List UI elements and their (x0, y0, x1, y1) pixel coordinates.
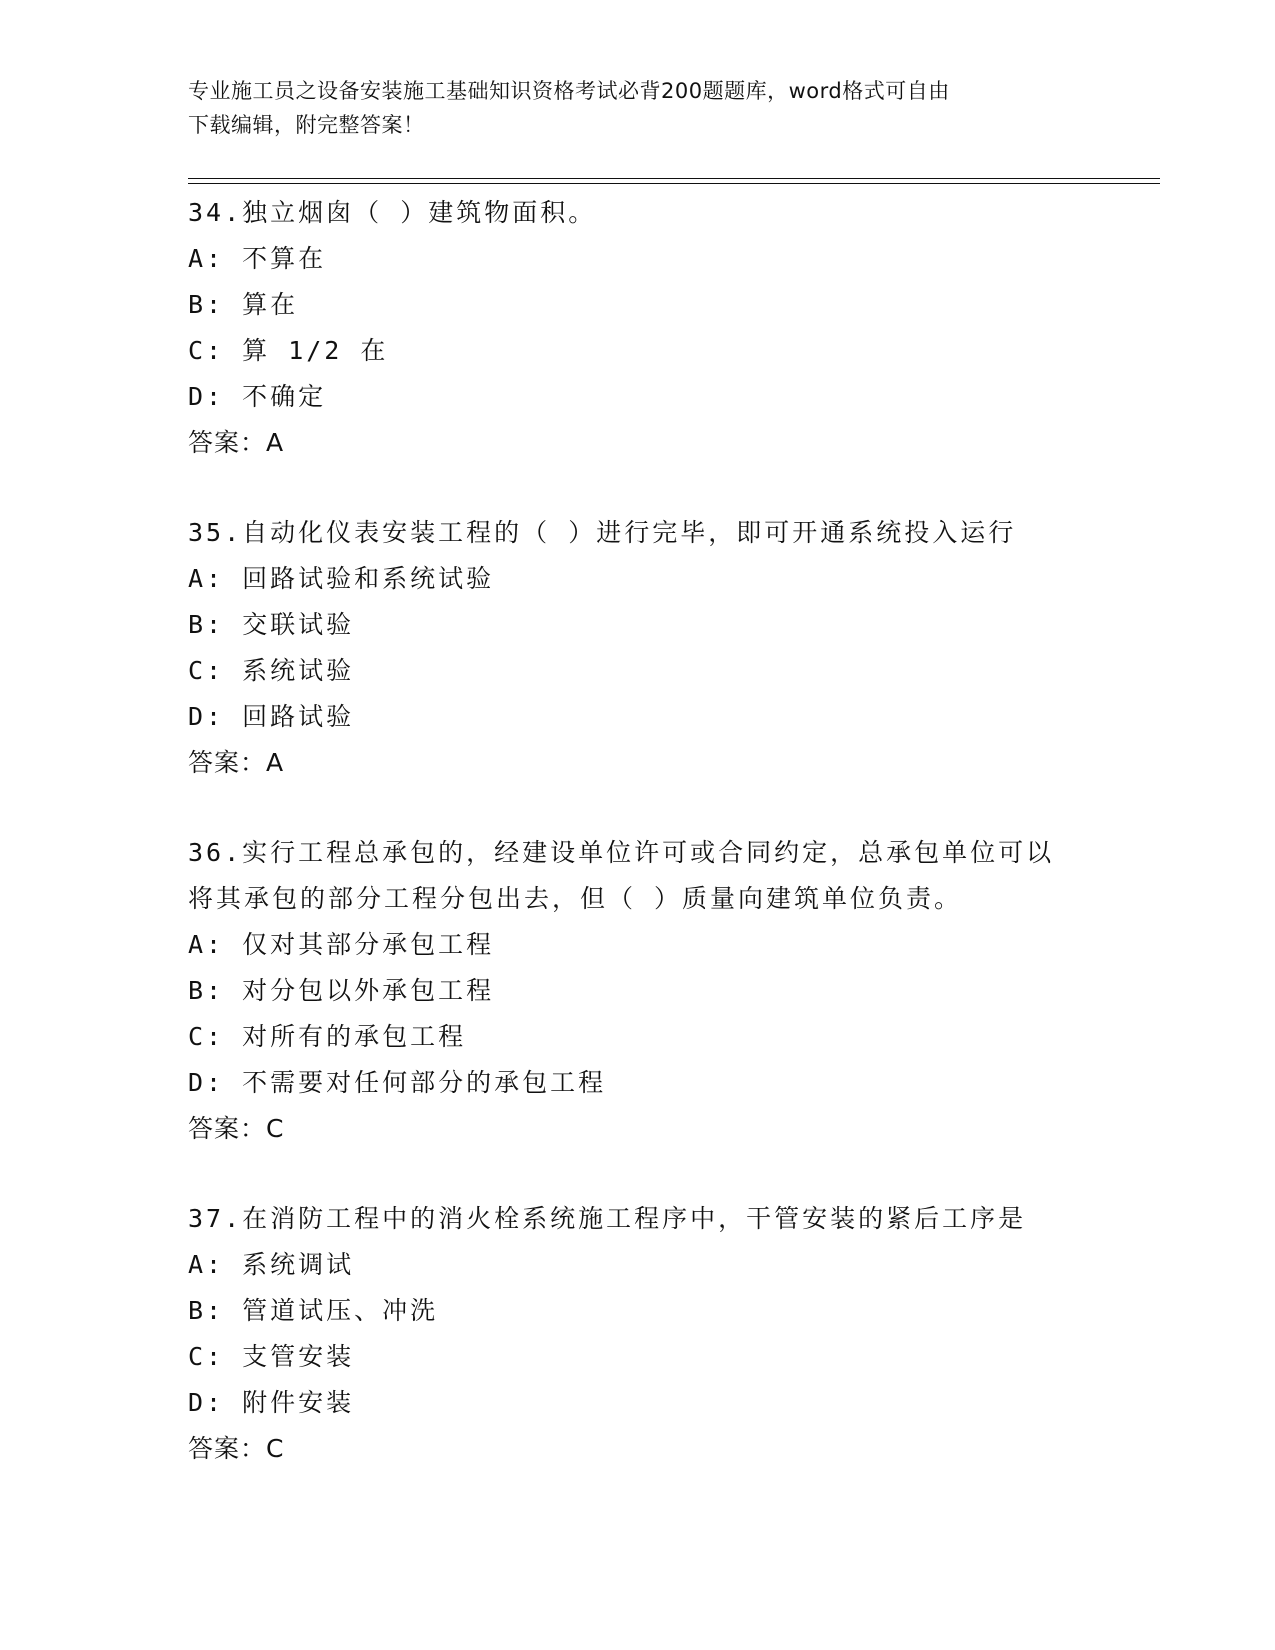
question-36 (188, 830, 1088, 1152)
option-c: C: 算 1/2 在 (188, 336, 389, 365)
answer: 答案：A (188, 428, 285, 457)
option-b: B: 管道试压、冲洗 (188, 1296, 439, 1325)
option-c: C: 对所有的承包工程 (188, 1022, 467, 1051)
header-divider-bottom (188, 183, 1160, 184)
option-c: C: 系统试验 (188, 656, 355, 685)
option-d: D: 附件安装 (188, 1388, 355, 1417)
header-line-2: 下载编辑，附完整答案！ (188, 113, 425, 137)
answer: 答案：C (188, 1434, 285, 1463)
question-stem: 35.自动化仪表安装工程的（ ）进行完毕，即可开通系统投入运行 (188, 518, 1017, 547)
answer: 答案：A (188, 748, 285, 777)
option-d: D: 回路试验 (188, 702, 355, 731)
option-a: A: 不算在 (188, 244, 327, 273)
question-35 (188, 510, 1088, 786)
answer: 答案：C (188, 1114, 285, 1143)
option-a: A: 回路试验和系统试验 (188, 564, 495, 593)
document-header (188, 74, 1088, 142)
option-a: A: 系统调试 (188, 1250, 355, 1279)
question-37 (188, 1196, 1088, 1472)
question-stem: 37.在消防工程中的消火栓系统施工程序中，干管安装的紧后工序是 (188, 1204, 1027, 1233)
question-stem-line-2: 将其承包的部分工程分包出去，但（ ）质量向建筑单位负责。 (188, 884, 963, 913)
question-34 (188, 190, 1088, 466)
option-c: C: 支管安装 (188, 1342, 355, 1371)
question-stem-line-1: 36.实行工程总承包的，经建设单位许可或合同约定，总承包单位可以 (188, 838, 1055, 867)
option-d: D: 不确定 (188, 382, 327, 411)
option-b: B: 对分包以外承包工程 (188, 976, 495, 1005)
header-divider-top (188, 178, 1160, 179)
option-a: A: 仅对其部分承包工程 (188, 930, 495, 959)
option-d: D: 不需要对任何部分的承包工程 (188, 1068, 607, 1097)
header-line-1: 专业施工员之设备安装施工基础知识资格考试必背200题题库，word格式可自由 (188, 79, 950, 103)
question-stem: 34.独立烟囱（ ）建筑物面积。 (188, 198, 597, 227)
option-b: B: 交联试验 (188, 610, 355, 639)
option-b: B: 算在 (188, 290, 299, 319)
